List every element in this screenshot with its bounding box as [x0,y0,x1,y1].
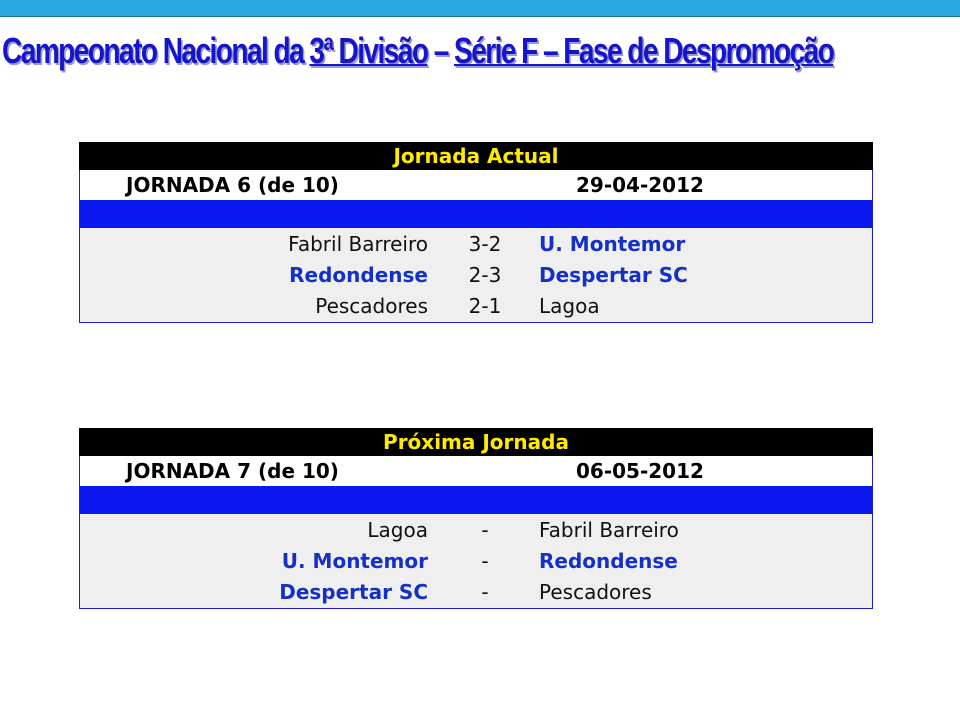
current-round-panel [79,142,873,323]
home-team: Redondense [289,263,428,287]
game-row [80,515,872,546]
score: - [481,580,489,604]
title-separator: – [427,30,455,71]
home-team: Lagoa [367,518,428,542]
away-team: U. Montemor [539,232,686,256]
title-suffix: Série F – Fase de Despromoção [454,30,834,71]
current-round-info [80,170,872,200]
score: 2-1 [468,294,502,318]
away-team: Pescadores [539,580,652,604]
away-team: Fabril Barreiro [539,518,679,542]
game-row [80,577,872,608]
next-round-panel [79,428,873,609]
away-team: Despertar SC [539,263,688,287]
next-round-date: 06-05-2012 [576,459,704,483]
title-division: 3ª Divisão [309,30,428,71]
score: 2-3 [468,263,502,287]
score: 3-2 [468,232,502,256]
home-team: Fabril Barreiro [288,232,428,256]
top-accent-bar [0,0,960,17]
next-games-list [80,514,872,608]
game-row [80,229,872,260]
away-team: Redondense [539,549,678,573]
next-round-band [80,486,872,514]
home-team: Pescadores [315,294,428,318]
current-games-list [80,228,872,322]
away-team: Lagoa [539,294,600,318]
current-round-heading: Jornada Actual [79,142,873,170]
title-prefix: Campeonato Nacional da [2,30,310,71]
home-team: Despertar SC [279,580,428,604]
current-round-band [80,200,872,228]
score: - [481,518,489,542]
next-round-info [80,456,872,486]
current-round-date: 29-04-2012 [576,173,704,197]
home-team: U. Montemor [281,549,428,573]
game-row [80,546,872,577]
next-round-label: JORNADA 7 (de 10) [126,459,339,483]
current-round-label: JORNADA 6 (de 10) [126,173,339,197]
game-row [80,260,872,291]
score: - [481,549,489,573]
game-row [80,291,872,322]
page-title [2,30,834,90]
next-round-heading: Próxima Jornada [79,428,873,456]
